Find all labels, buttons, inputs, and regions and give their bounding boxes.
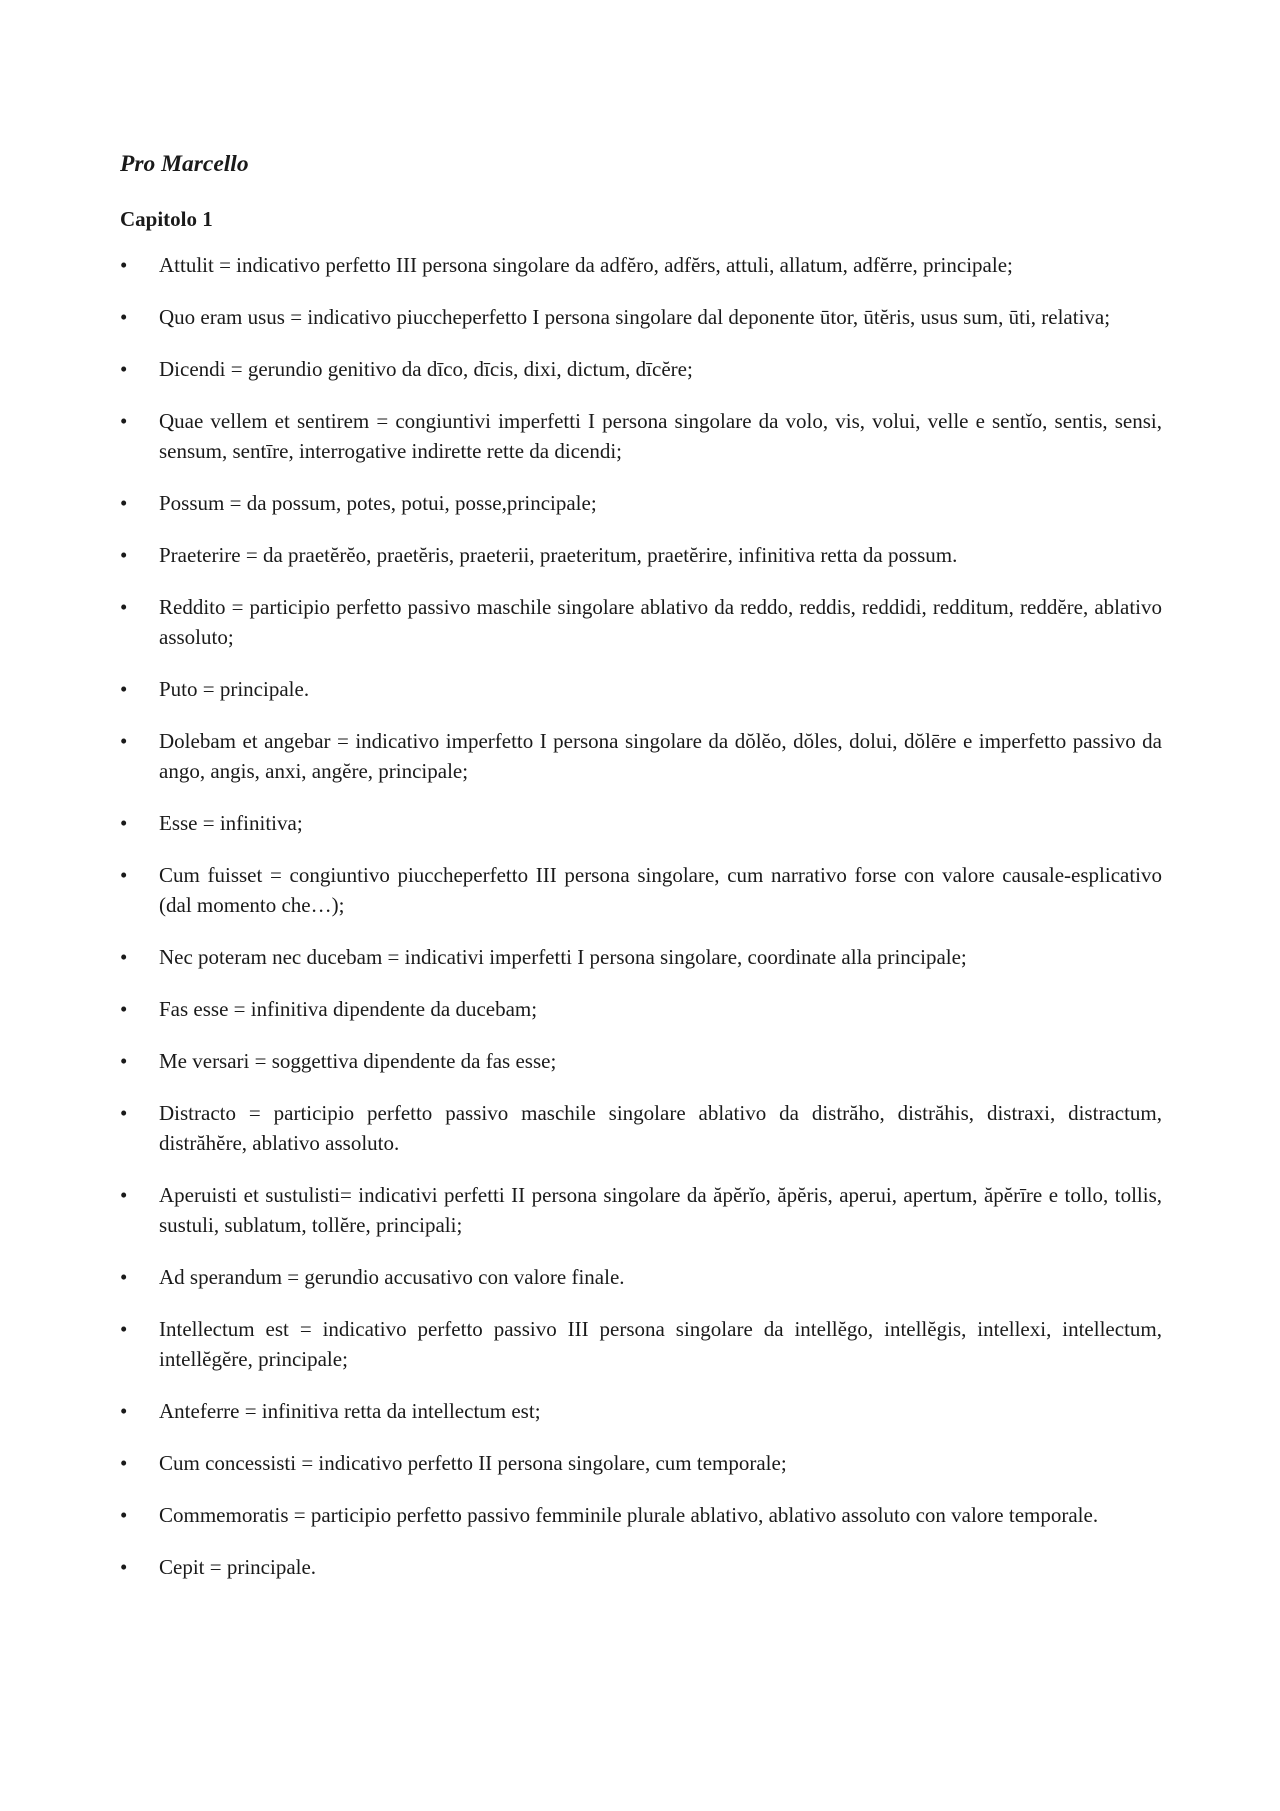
bullet-icon: • [120, 1503, 128, 1527]
list-item-text: Possum = da possum, potes, potui, posse,principale; [159, 491, 597, 515]
list-item [120, 1262, 1162, 1292]
bullet-icon: • [120, 357, 128, 381]
bullet-icon: • [120, 1451, 128, 1475]
list-item [120, 302, 1162, 332]
list-item [120, 592, 1162, 652]
bullet-icon: • [120, 491, 128, 515]
bullet-icon: • [120, 253, 128, 277]
list-item-text: Anteferre = infinitiva retta da intellectum est; [159, 1399, 541, 1423]
list-item [120, 1314, 1162, 1374]
bullet-icon: • [120, 863, 128, 887]
list-item [120, 808, 1162, 838]
list-item-text: Ad sperandum = gerundio accusativo con valore finale. [159, 1265, 625, 1289]
list-item [120, 1098, 1162, 1158]
list-item-text: Quo eram usus = indicativo piuccheperfetto I persona singolare dal deponente ūtor, ūtĕris, usus sum, ūti, relativa; [159, 305, 1111, 329]
bullet-icon: • [120, 595, 128, 619]
list-item-text: Distracto = participio perfetto passivo maschile singolare ablativo da distrăho, distrăhis, distraxi, distractum, distrăhĕre, ablativo assoluto. [159, 1101, 1162, 1155]
list-item [120, 1552, 1162, 1582]
bullet-icon: • [120, 997, 128, 1021]
document-page [120, 148, 1162, 1604]
list-item [120, 1046, 1162, 1076]
list-item [120, 1448, 1162, 1478]
bullet-icon: • [120, 409, 128, 433]
list-item [120, 1500, 1162, 1530]
list-item [120, 354, 1162, 384]
list-item [120, 488, 1162, 518]
bullet-icon: • [120, 543, 128, 567]
list-item-text: Praeterire = da praetĕrĕo, praetĕris, praeterii, praeteritum, praetĕrire, infinitiva retta da possum. [159, 543, 958, 567]
bullet-icon: • [120, 1265, 128, 1289]
bullet-icon: • [120, 1317, 128, 1341]
chapter-heading: Capitolo 1 [120, 207, 213, 231]
bullet-icon: • [120, 729, 128, 753]
list-item-text: Puto = principale. [159, 677, 310, 701]
analysis-list [120, 250, 1162, 1582]
list-item [120, 942, 1162, 972]
list-item-text: Nec poteram nec ducebam = indicativi imperfetti I persona singolare, coordinate alla principale; [159, 945, 967, 969]
list-item-text: Dolebam et angebar = indicativo imperfetto I persona singolare da dŏlĕo, dŏles, dolui, dŏlēre e imperfetto passivo da ango, angis, anxi, angĕre, principale; [159, 729, 1162, 783]
list-item-text: Attulit = indicativo perfetto III persona singolare da adfĕro, adfĕrs, attuli, allatum, adfĕrre, principale; [159, 253, 1013, 277]
list-item-text: Cum concessisti = indicativo perfetto II persona singolare, cum temporale; [159, 1451, 787, 1475]
bullet-icon: • [120, 1101, 128, 1125]
bullet-icon: • [120, 1399, 128, 1423]
bullet-icon: • [120, 945, 128, 969]
document-title: Pro Marcello [120, 151, 249, 177]
list-item-text: Quae vellem et sentirem = congiuntivi imperfetti I persona singolare da volo, vis, volui, velle e sentĭo, sentis, sensi, sensum, sentīre, interrogative indirette rette da dicendi; [159, 409, 1162, 463]
list-item-text: Cum fuisset = congiuntivo piuccheperfetto III persona singolare, cum narrativo forse con valore causale-esplicativo (dal momento che…); [159, 863, 1162, 917]
list-item [120, 860, 1162, 920]
bullet-icon: • [120, 1049, 128, 1073]
list-item-text: Aperuisti et sustulisti= indicativi perfetti II persona singolare da ăpĕrĭo, ăpĕris, aperui, apertum, ăpĕrīre e tollo, tollis, sustuli, sublatum, tollĕre, principali; [159, 1183, 1162, 1237]
list-item-text: Commemoratis = participio perfetto passivo femminile plurale ablativo, ablativo assoluto con valore temporale. [159, 1503, 1099, 1527]
list-item-text: Dicendi = gerundio genitivo da dīco, dīcis, dixi, dictum, dīcĕre; [159, 357, 693, 381]
list-item-text: Intellectum est = indicativo perfetto passivo III persona singolare da intellĕgo, intellĕgis, intellexi, intellectum, intellĕgĕre, principale; [159, 1317, 1162, 1371]
list-item-text: Esse = infinitiva; [159, 811, 303, 835]
list-item [120, 726, 1162, 786]
list-item-text: Me versari = soggettiva dipendente da fas esse; [159, 1049, 557, 1073]
bullet-icon: • [120, 1555, 128, 1579]
list-item [120, 1396, 1162, 1426]
bullet-icon: • [120, 1183, 128, 1207]
list-item [120, 540, 1162, 570]
bullet-icon: • [120, 677, 128, 701]
list-item-text: Fas esse = infinitiva dipendente da ducebam; [159, 997, 538, 1021]
list-item [120, 1180, 1162, 1240]
bullet-icon: • [120, 811, 128, 835]
list-item [120, 674, 1162, 704]
list-item-text: Cepit = principale. [159, 1555, 317, 1579]
bullet-icon: • [120, 305, 128, 329]
list-item [120, 406, 1162, 466]
list-item-text: Reddito = participio perfetto passivo maschile singolare ablativo da reddo, reddis, reddidi, redditum, reddĕre, ablativo assoluto; [159, 595, 1162, 649]
list-item [120, 250, 1162, 280]
list-item [120, 994, 1162, 1024]
